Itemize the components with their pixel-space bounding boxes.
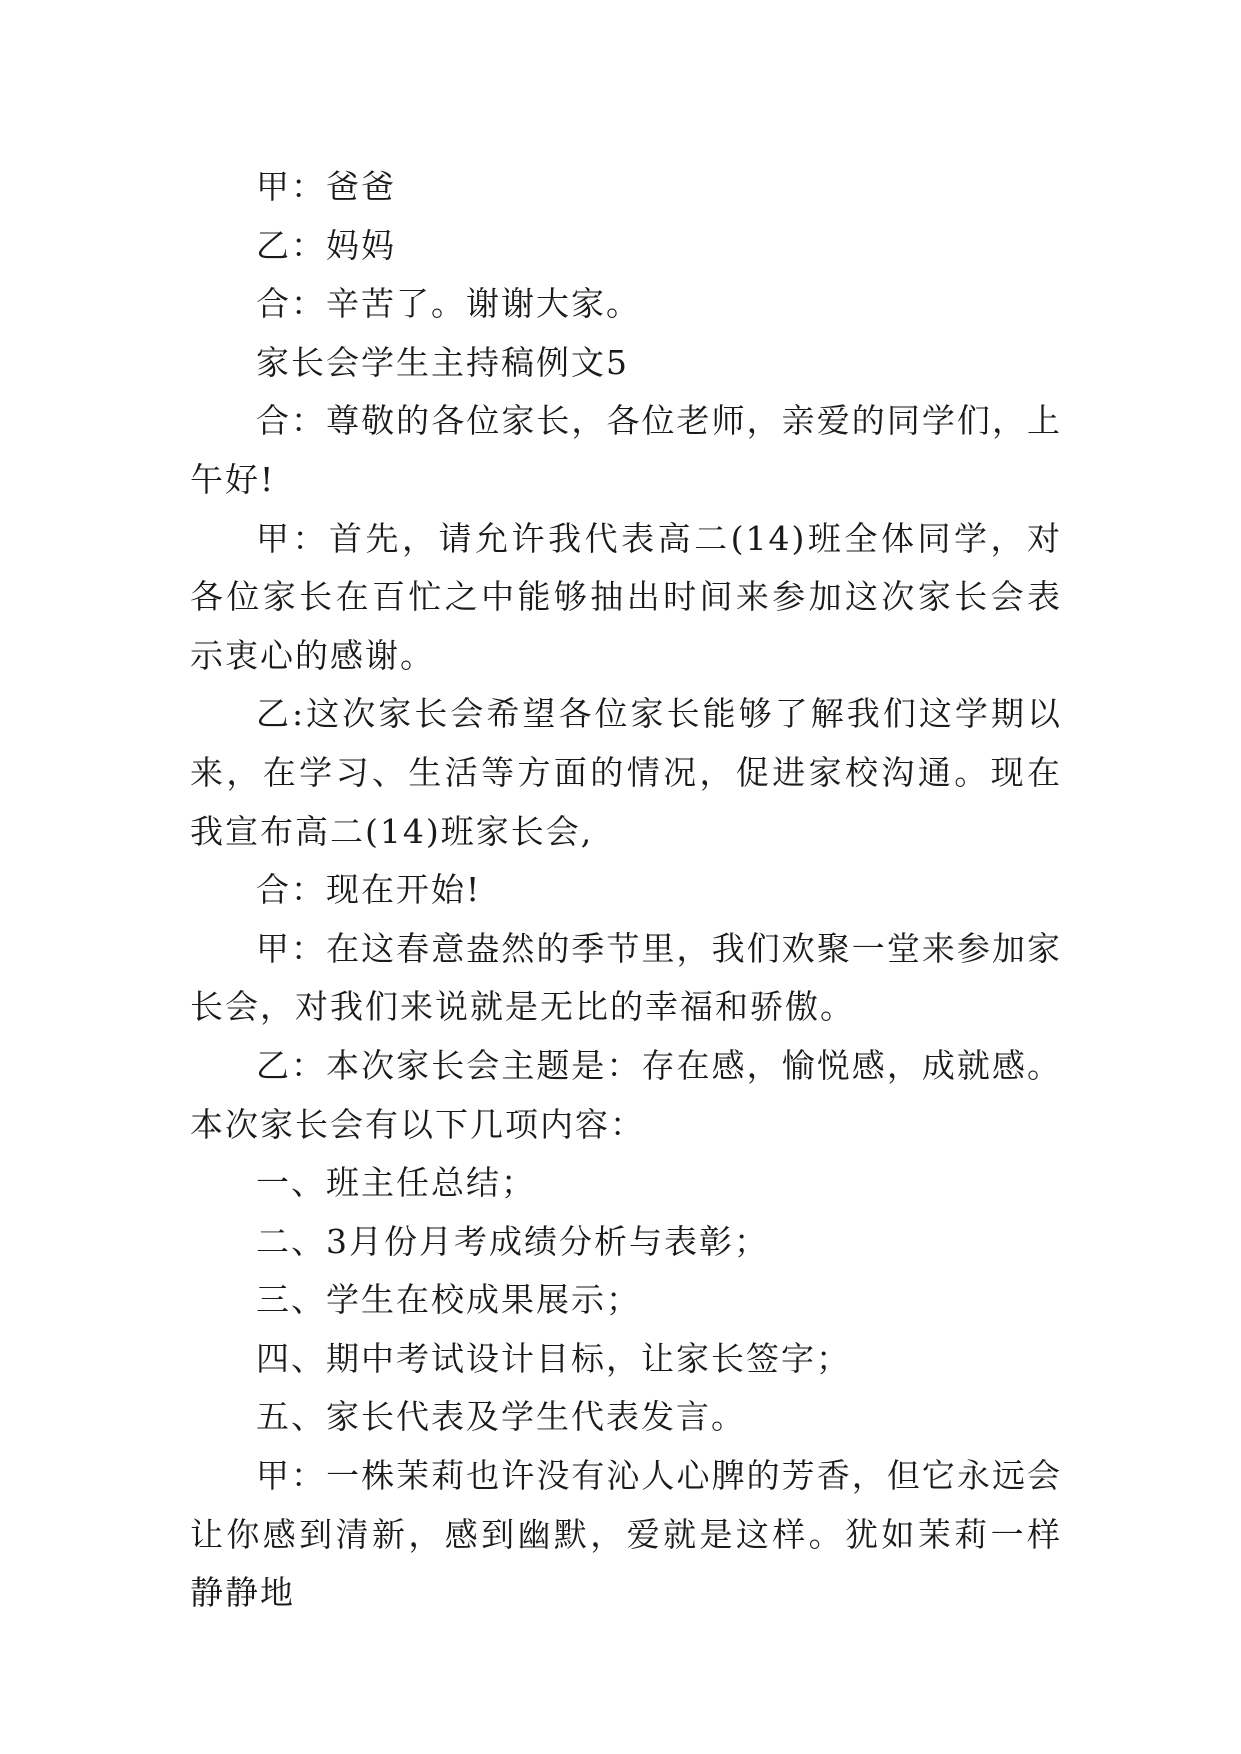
paragraph-spring: 甲：在这春意盎然的季节里，我们欢聚一堂来参加家长会，对我们来说就是无比的幸福和骄傲。 (190, 928, 1062, 1027)
document-body (190, 158, 1062, 1623)
agenda-item: 三、学生在校成果展示； (256, 1280, 641, 1320)
paragraph-announcement: 乙:这次家长会希望各位家长能够了解我们这学期以来，在学习、生活等方面的情况，促进家校沟通。现在我宣布高二(14)班家长会, (190, 694, 1062, 851)
agenda-item: 四、期中考试设计目标，让家长签字； (256, 1338, 851, 1378)
paragraph-begin: 合：现在开始! (256, 870, 482, 910)
paragraph-dialogue-father: 甲：爸爸 (256, 167, 396, 206)
paragraph-dialogue-mother: 乙：妈妈 (256, 225, 396, 265)
paragraph-greeting: 合：尊敬的各位家长，各位老师，亲爱的同学们，上午好! (190, 401, 1062, 499)
agenda-item: 二、3月份月考成绩分析与表彰； (256, 1221, 769, 1261)
agenda-item: 五、家长代表及学生代表发言。 (256, 1397, 746, 1437)
paragraph-dialogue-thanks: 合：辛苦了。谢谢大家。 (256, 284, 641, 324)
section-heading: 家长会学生主持稿例文5 (256, 342, 629, 382)
paragraph-welcome: 甲：首先，请允许我代表高二(14)班全体同学，对各位家长在百忙之中能够抽出时间来参加这次家长会表示衷心的感谢。 (190, 518, 1062, 675)
paragraph-jasmine: 甲：一株茉莉也许没有沁人心脾的芳香，但它永远会让你感到清新，感到幽默，爱就是这样。犹如茉莉一样静静地 (190, 1456, 1062, 1613)
paragraph-theme: 乙：本次家长会主题是：存在感，愉悦感，成就感。本次家长会有以下几项内容： (190, 1045, 1062, 1144)
agenda-item: 一、班主任总结； (256, 1163, 536, 1203)
